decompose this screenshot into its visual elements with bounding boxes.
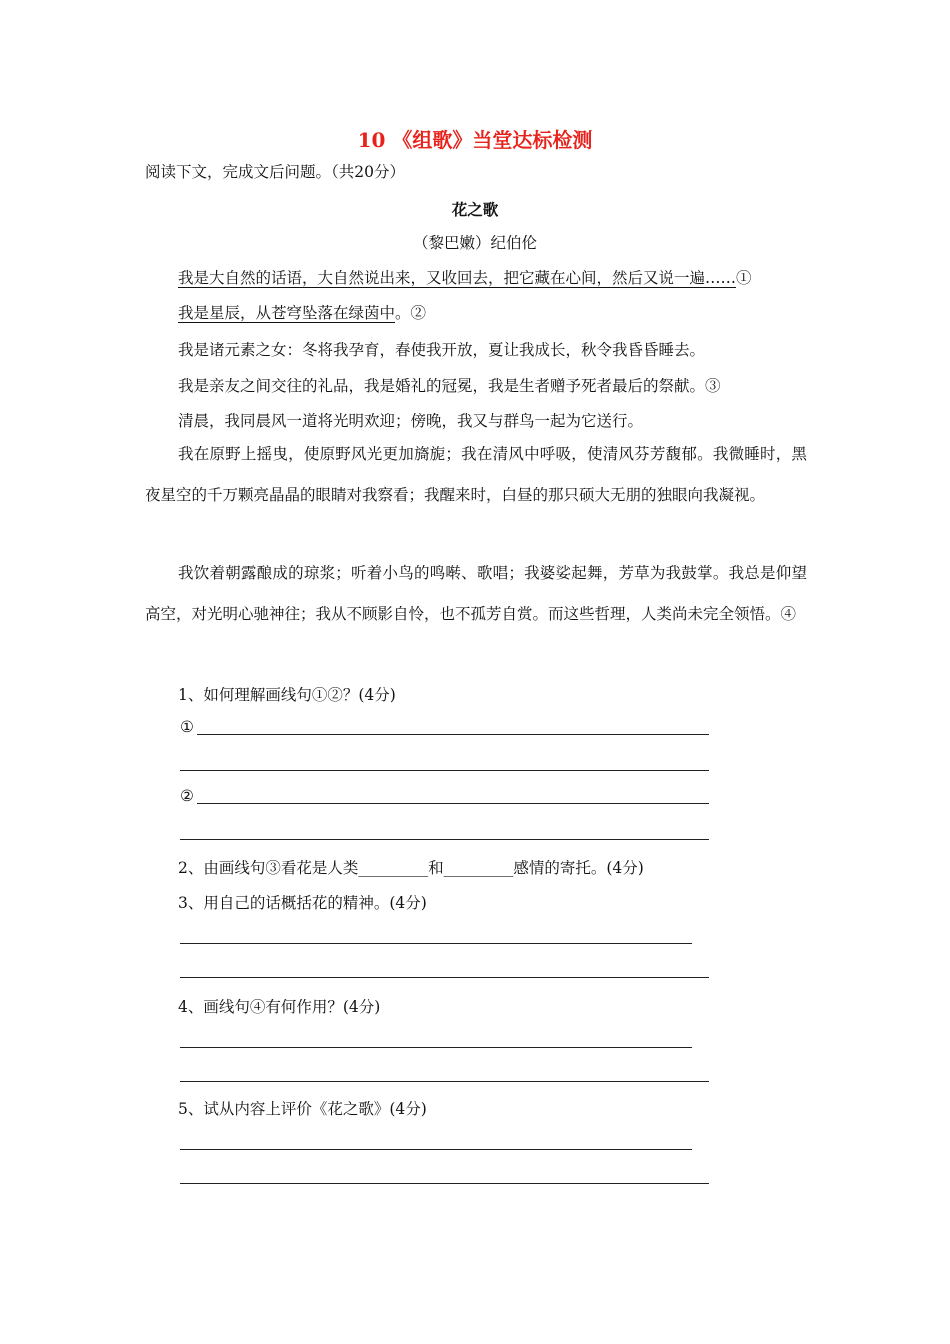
- poem-line-1: [178, 266, 752, 288]
- answer-line[interactable]: [180, 1081, 709, 1082]
- underlined-sentence-2: 我是星辰，从苍穹坠落在绿茵中: [178, 304, 396, 322]
- answer-line[interactable]: [180, 977, 709, 978]
- sentence-marker-2: 。②: [395, 304, 427, 322]
- poem-line-2: [178, 301, 426, 323]
- poem-line-5: 清晨，我同晨风一道将光明欢迎；傍晚，我又与群鸟一起为它送行。: [178, 412, 644, 430]
- answer-line[interactable]: [197, 803, 709, 804]
- answer-line[interactable]: [180, 1183, 709, 1184]
- answer-marker-1: ①: [180, 718, 194, 736]
- poem-paragraph-2: 我饮着朝露酿成的琼浆；听着小鸟的鸣啭、歌唱；我婆娑起舞，芳草为我鼓掌。我总是仰望高空，对光明心驰神往；我从不顾影自怜，也不孤芳自赏。而这些哲理，人类尚未完全领悟。④: [145, 564, 807, 623]
- poem-paragraph-1: 我在原野上摇曳，使原野风光更加旖旎；我在清风中呼吸，使清风芬芳馥郁。我微睡时，黑夜星空的千万颗亮晶晶的眼睛对我察看；我醒来时，白昼的那只硕大无朋的独眼向我凝视。: [145, 445, 807, 504]
- answer-line[interactable]: [180, 839, 709, 840]
- question-1: 1、如何理解画线句①②？(4分): [178, 686, 396, 704]
- poem-title: 花之歌: [451, 200, 499, 219]
- poem-line-4: 我是亲友之间交往的礼品，我是婚礼的冠冕，我是生者赠予死者最后的祭献。③: [178, 377, 721, 395]
- underlined-sentence-1: 我是大自然的话语，大自然说出来，又收回去，把它藏在心间，然后又说一遍……: [178, 269, 737, 287]
- answer-line[interactable]: [197, 734, 709, 735]
- poem-author: （黎巴嫩）纪伯伦: [412, 234, 537, 252]
- answer-line[interactable]: [180, 1149, 692, 1150]
- question-5: 5、试从内容上评价《花之歌》(4分): [178, 1100, 427, 1118]
- page-title: 10 《组歌》当堂达标检测: [357, 128, 593, 152]
- question-3: 3、用自己的话概括花的精神。(4分): [178, 894, 427, 912]
- poem-line-3: 我是诸元素之女：冬将我孕育，春使我开放，夏让我成长，秋令我昏昏睡去。: [178, 341, 706, 359]
- instruction-text: 阅读下文，完成文后问题。（共20分）: [145, 163, 405, 181]
- answer-line[interactable]: [180, 943, 692, 944]
- question-4: 4、画线句④有何作用？(4分): [178, 998, 381, 1016]
- answer-line[interactable]: [180, 770, 709, 771]
- answer-line[interactable]: [180, 1047, 692, 1048]
- question-2: 2、由画线句③看花是人类_________和_________感情的寄托。(4分): [178, 859, 644, 877]
- sentence-marker-1: ①: [736, 269, 752, 287]
- answer-marker-2: ②: [180, 787, 194, 805]
